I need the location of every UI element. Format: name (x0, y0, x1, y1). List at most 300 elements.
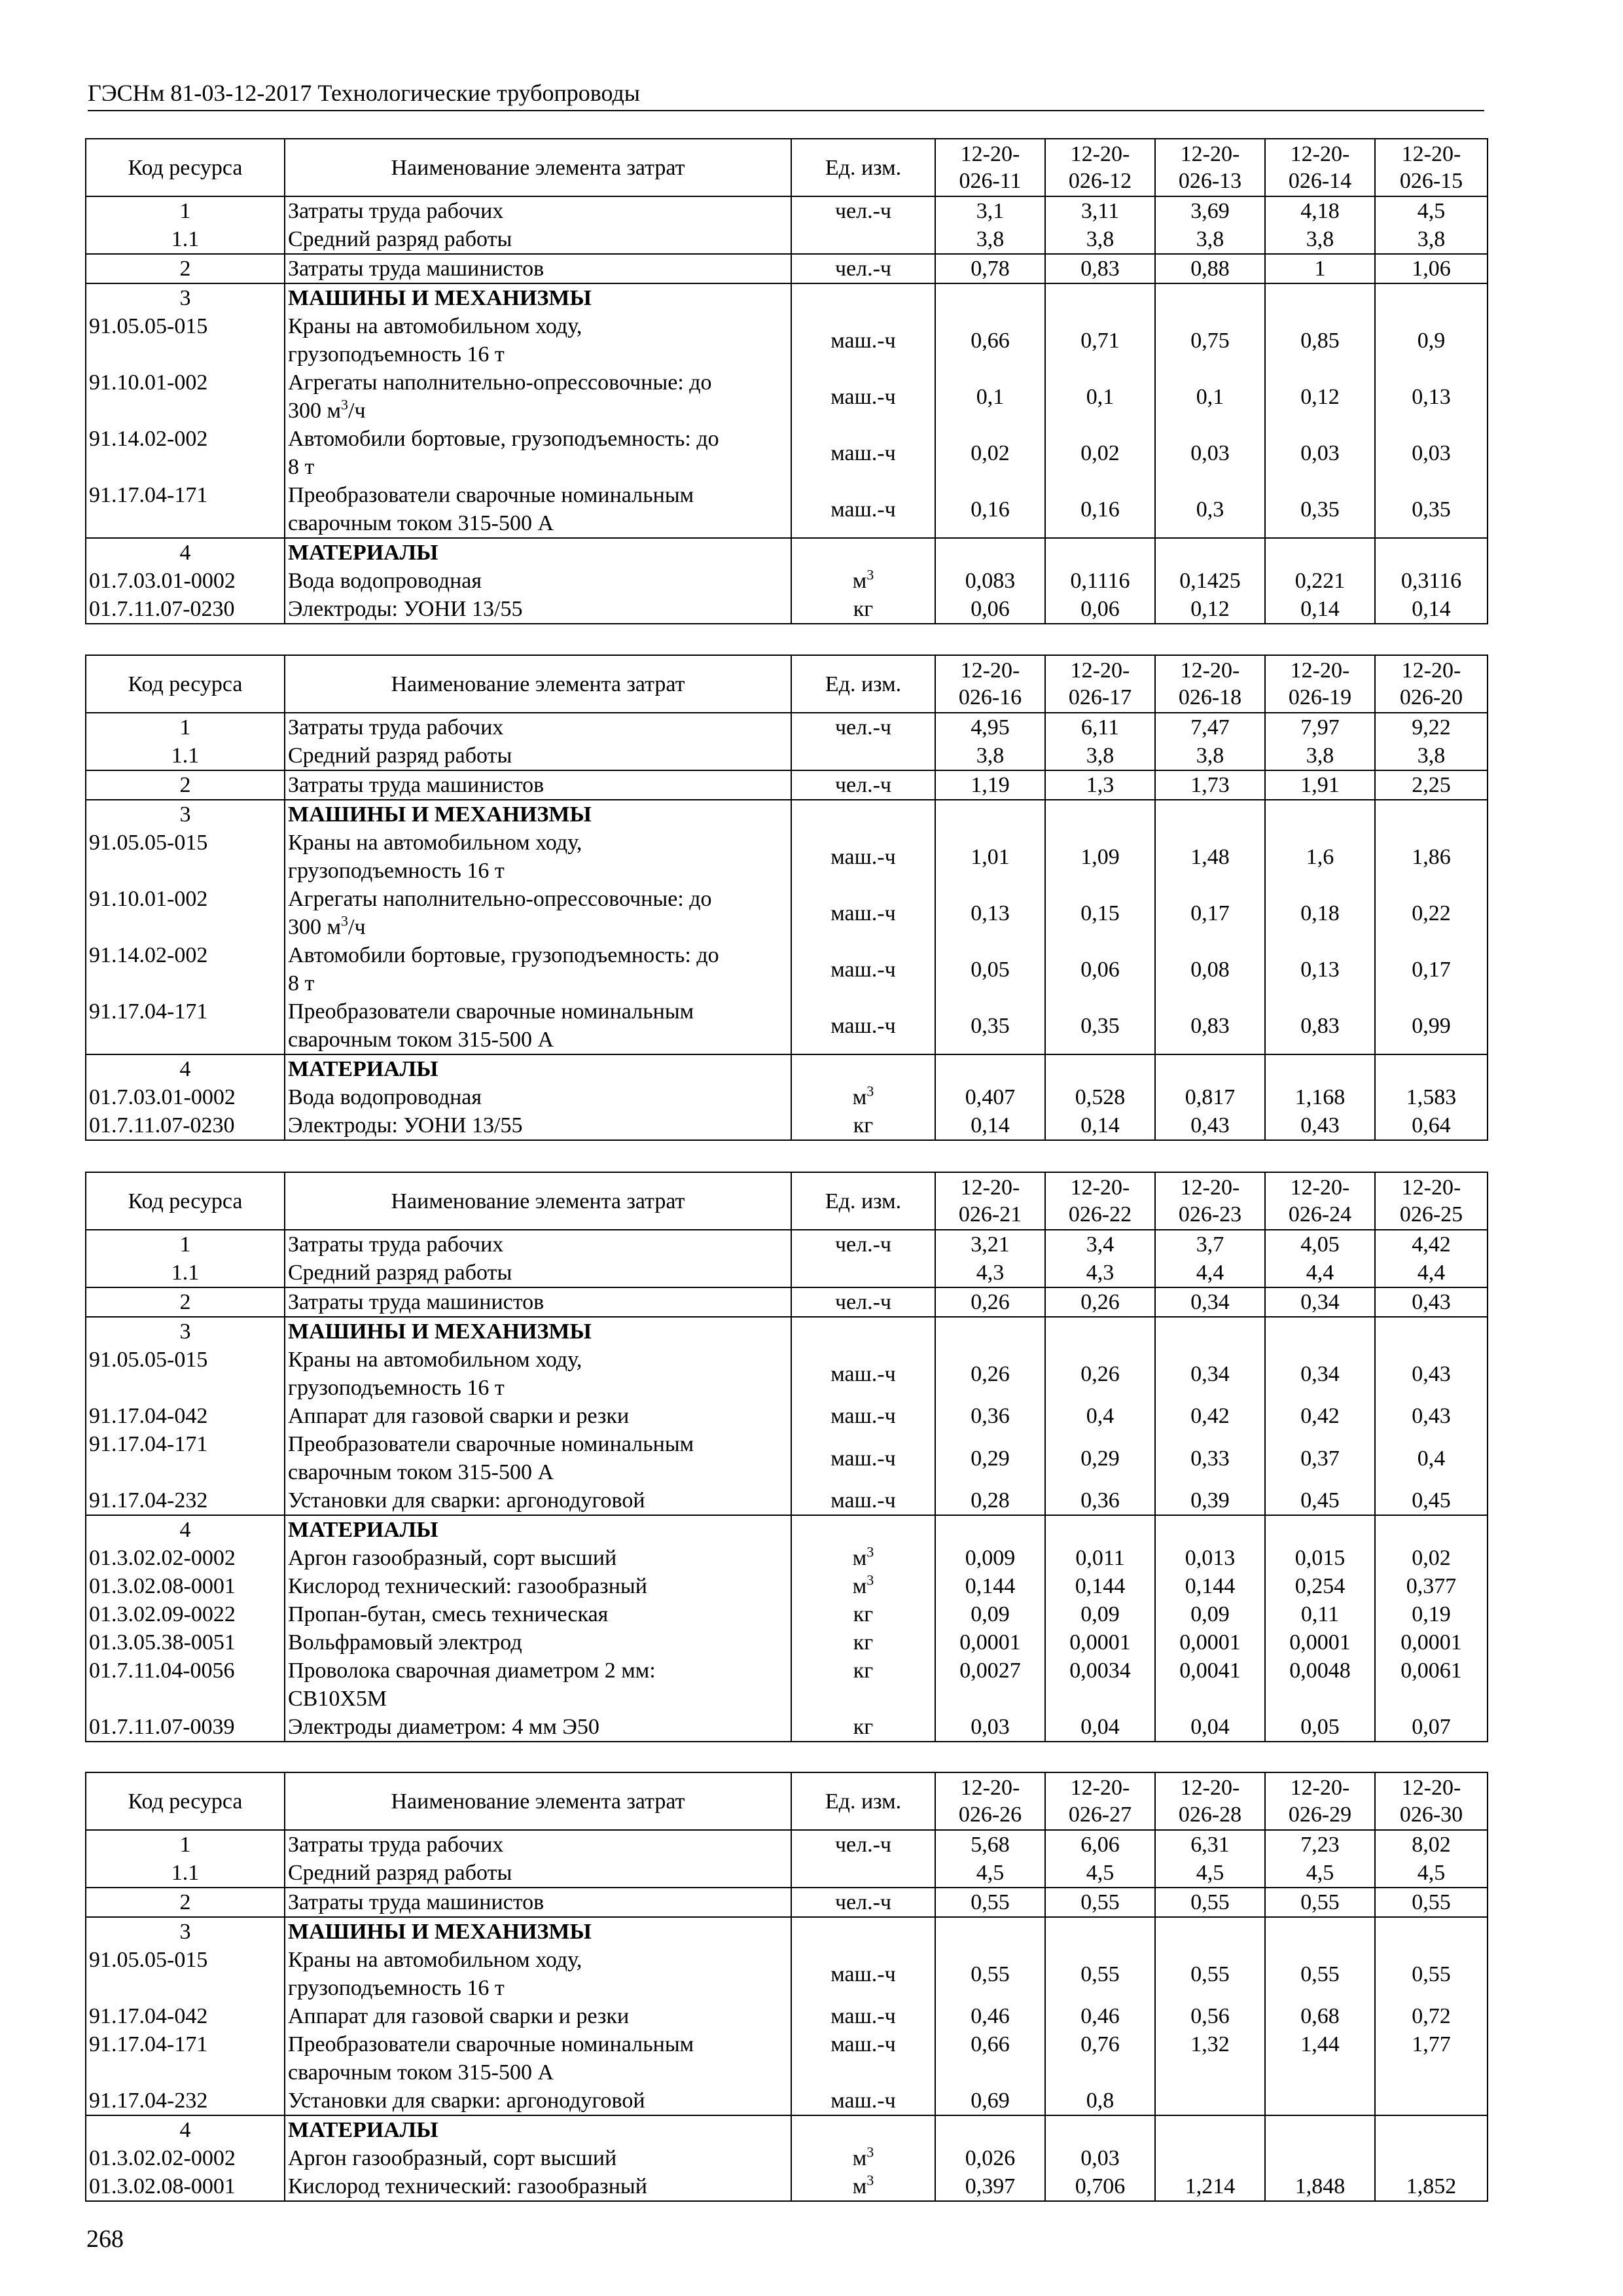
unit-cell: маш.-ч (791, 2030, 935, 2087)
unit-cell: маш.-ч (791, 2002, 935, 2030)
norm-code-header: 12-20- 026-30 (1375, 1772, 1488, 1830)
element-name-cell: Агрегаты наполнительно-опрессовочные: до 300 $м^3/ч$ (285, 885, 791, 941)
value-cell (1155, 538, 1265, 567)
value-cell: 5,68 (935, 1830, 1045, 1859)
value-cell: 0,09 (935, 1600, 1045, 1628)
value-cell: 4,18 (1265, 196, 1375, 225)
value-cell: 0,83 (1265, 997, 1375, 1054)
value-cell: 0,4 (1375, 1430, 1488, 1486)
value-cell: 0,66 (935, 312, 1045, 368)
table-row (86, 829, 1488, 885)
value-cell: 0,011 (1045, 1544, 1155, 1572)
resource-code-cell: 91.17.04-042 (86, 1402, 285, 1430)
name-column-header: Наименование элемента затрат (285, 655, 791, 713)
table-row (86, 1430, 1488, 1486)
resource-code-cell: 91.17.04-232 (86, 2087, 285, 2115)
value-cell: 0,009 (935, 1544, 1045, 1572)
value-cell: 0,06 (935, 595, 1045, 624)
resource-code-cell: 4 (86, 538, 285, 567)
value-cell: 0,78 (935, 254, 1045, 283)
value-cell: 0,55 (1045, 1946, 1155, 2002)
value-cell: 0,0001 (1045, 1628, 1155, 1657)
value-cell: 0,71 (1045, 312, 1155, 368)
value-cell: 3,8 (935, 225, 1045, 254)
value-cell: 0,407 (935, 1083, 1045, 1111)
value-cell (1045, 1515, 1155, 1544)
value-cell: 0,1425 (1155, 567, 1265, 595)
value-cell: 4,3 (1045, 1259, 1155, 1287)
value-cell (1155, 2115, 1265, 2144)
table-header-row (86, 1772, 1488, 1830)
value-cell: 6,31 (1155, 1830, 1265, 1859)
value-cell: 3,1 (935, 196, 1045, 225)
unit-column-header: Ед. изм. (791, 655, 935, 713)
value-cell: 0,05 (1265, 1713, 1375, 1742)
element-name-cell: Затраты труда машинистов (285, 254, 791, 283)
value-cell (1045, 538, 1155, 567)
value-cell: 0,4 (1045, 1402, 1155, 1430)
value-cell: 4,4 (1155, 1259, 1265, 1287)
value-cell: 0,43 (1155, 1111, 1265, 1140)
table-row (86, 312, 1488, 368)
value-cell: 0,15 (1045, 885, 1155, 941)
value-cell: 0,56 (1155, 2002, 1265, 2030)
table-row (86, 1544, 1488, 1572)
value-cell: 0,17 (1155, 885, 1265, 941)
value-cell: 0,19 (1375, 1600, 1488, 1628)
value-cell: 0,35 (1375, 481, 1488, 538)
norm-table (85, 655, 1488, 1141)
code-column-header: Код ресурса (86, 1772, 285, 1830)
table-row (86, 2087, 1488, 2115)
value-cell: 7,47 (1155, 713, 1265, 742)
value-cell: 3,21 (935, 1230, 1045, 1259)
value-cell (1155, 2144, 1265, 2172)
value-cell: 3,8 (1265, 225, 1375, 254)
value-cell: 0,1116 (1045, 567, 1155, 595)
table-row (86, 2172, 1488, 2201)
value-cell (1265, 800, 1375, 829)
value-cell: 0,99 (1375, 997, 1488, 1054)
resource-code-cell: 1.1 (86, 1859, 285, 1888)
norm-code-header: 12-20- 026-29 (1265, 1772, 1375, 1830)
value-cell: 0,55 (1265, 1946, 1375, 2002)
section-title-cell: МАШИНЫ И МЕХАНИЗМЫ (285, 800, 791, 829)
value-cell (1375, 2144, 1488, 2172)
resource-code-cell: 01.7.11.07-0230 (86, 1111, 285, 1140)
unit-cell (791, 1317, 935, 1346)
resource-code-cell: 01.3.02.02-0002 (86, 2144, 285, 2172)
element-name-cell: Средний разряд работы (285, 1859, 791, 1888)
value-cell: 0,35 (1045, 997, 1155, 1054)
value-cell: 6,11 (1045, 713, 1155, 742)
value-cell (1375, 1054, 1488, 1083)
value-cell (1265, 1917, 1375, 1946)
norm-code-header: 12-20- 026-14 (1265, 139, 1375, 196)
resource-code-cell: 1.1 (86, 742, 285, 770)
value-cell: 0,26 (1045, 1287, 1155, 1317)
unit-cell: маш.-ч (791, 1486, 935, 1515)
value-cell: 0,1 (935, 368, 1045, 425)
resource-code-cell: 01.3.02.08-0001 (86, 2172, 285, 2201)
element-name-cell: Средний разряд работы (285, 225, 791, 254)
value-cell (1045, 800, 1155, 829)
value-cell: 0,43 (1375, 1402, 1488, 1430)
value-cell: 0,46 (935, 2002, 1045, 2030)
norm-code-header: 12-20- 026-12 (1045, 139, 1155, 196)
table-row (86, 1346, 1488, 1402)
value-cell: 0,03 (1045, 2144, 1155, 2172)
unit-cell: $м^3$ (791, 1083, 935, 1111)
norm-code-header: 12-20- 026-23 (1155, 1172, 1265, 1230)
value-cell: 0,377 (1375, 1572, 1488, 1600)
value-cell: 4,05 (1265, 1230, 1375, 1259)
norm-code-header: 12-20- 026-17 (1045, 655, 1155, 713)
unit-cell: чел.-ч (791, 713, 935, 742)
value-cell: 0,03 (1265, 425, 1375, 481)
unit-cell (791, 538, 935, 567)
value-cell: 4,5 (1045, 1859, 1155, 1888)
resource-code-cell: 1 (86, 196, 285, 225)
unit-cell (791, 1259, 935, 1287)
resource-code-cell: 91.17.04-171 (86, 2030, 285, 2087)
resource-code-cell: 4 (86, 1054, 285, 1083)
element-name-cell: Кислород технический: газообразный (285, 2172, 791, 2201)
value-cell: 0,43 (1265, 1111, 1375, 1140)
value-cell: 1,6 (1265, 829, 1375, 885)
value-cell: 0,254 (1265, 1572, 1375, 1600)
value-cell: 4,5 (935, 1859, 1045, 1888)
resource-code-cell: 2 (86, 254, 285, 283)
value-cell: 0,05 (935, 941, 1045, 997)
unit-column-header: Ед. изм. (791, 1772, 935, 1830)
resource-code-cell: 3 (86, 283, 285, 312)
value-cell: 0,68 (1265, 2002, 1375, 2030)
value-cell: 0,07 (1375, 1713, 1488, 1742)
value-cell: 0,42 (1265, 1402, 1375, 1430)
resource-code-cell: 91.17.04-171 (86, 1430, 285, 1486)
value-cell: 0,706 (1045, 2172, 1155, 2201)
value-cell (1045, 1317, 1155, 1346)
value-cell (1375, 538, 1488, 567)
value-cell: 0,144 (935, 1572, 1045, 1600)
norm-code-header: 12-20- 026-28 (1155, 1772, 1265, 1830)
resource-code-cell: 3 (86, 1917, 285, 1946)
section-title-cell: МАШИНЫ И МЕХАНИЗМЫ (285, 283, 791, 312)
value-cell: 0,55 (1155, 1888, 1265, 1917)
element-name-cell: Вода водопроводная (285, 1083, 791, 1111)
value-cell: 0,09 (1155, 1600, 1265, 1628)
value-cell: 3,11 (1045, 196, 1155, 225)
table-row (86, 941, 1488, 997)
norm-code-header: 12-20- 026-16 (935, 655, 1045, 713)
unit-cell: чел.-ч (791, 770, 935, 800)
value-cell: 1,44 (1265, 2030, 1375, 2087)
value-cell: 0,46 (1045, 2002, 1155, 2030)
unit-cell (791, 2115, 935, 2144)
table-row (86, 885, 1488, 941)
value-cell: 0,34 (1265, 1287, 1375, 1317)
value-cell (1155, 800, 1265, 829)
element-name-cell: Вольфрамовый электрод (285, 1628, 791, 1657)
table-header-row (86, 655, 1488, 713)
element-name-cell: Аппарат для газовой сварки и резки (285, 1402, 791, 1430)
value-cell: 0,35 (1265, 481, 1375, 538)
value-cell: 3,8 (1155, 742, 1265, 770)
section-title-cell: МАТЕРИАЛЫ (285, 1515, 791, 1544)
value-cell (1045, 1054, 1155, 1083)
value-cell: 0,55 (1265, 1888, 1375, 1917)
table-row (86, 1859, 1488, 1888)
value-cell: 0,0034 (1045, 1657, 1155, 1713)
value-cell: 0,16 (935, 481, 1045, 538)
value-cell: 0,02 (935, 425, 1045, 481)
unit-cell: кг (791, 1628, 935, 1657)
unit-cell (791, 1917, 935, 1946)
value-cell: 3,8 (1045, 225, 1155, 254)
value-cell (935, 1917, 1045, 1946)
value-cell: 0,013 (1155, 1544, 1265, 1572)
value-cell: 0,528 (1045, 1083, 1155, 1111)
value-cell: 0,12 (1265, 368, 1375, 425)
value-cell: 0,8 (1045, 2087, 1155, 2115)
value-cell: 0,55 (1375, 1946, 1488, 2002)
resource-code-cell: 4 (86, 1515, 285, 1544)
resource-code-cell: 01.3.05.38-0051 (86, 1628, 285, 1657)
value-cell: 0,817 (1155, 1083, 1265, 1111)
value-cell: 0,02 (1375, 1544, 1488, 1572)
value-cell: 0,12 (1155, 595, 1265, 624)
value-cell (1375, 1515, 1488, 1544)
value-cell: 0,11 (1265, 1600, 1375, 1628)
resource-code-cell: 4 (86, 2115, 285, 2144)
value-cell: 0,9 (1375, 312, 1488, 368)
value-cell: 0,3116 (1375, 567, 1488, 595)
resource-code-cell: 2 (86, 1888, 285, 1917)
value-cell: 0,015 (1265, 1544, 1375, 1572)
unit-cell (791, 1054, 935, 1083)
value-cell: 0,17 (1375, 941, 1488, 997)
table-row (86, 742, 1488, 770)
value-cell: 0,45 (1265, 1486, 1375, 1515)
value-cell: 0,72 (1375, 2002, 1488, 2030)
value-cell: 2,25 (1375, 770, 1488, 800)
value-cell: 1,77 (1375, 2030, 1488, 2087)
value-cell: 0,0041 (1155, 1657, 1265, 1713)
value-cell: 0,03 (935, 1713, 1045, 1742)
value-cell: 0,22 (1375, 885, 1488, 941)
value-cell: 1,852 (1375, 2172, 1488, 2201)
unit-cell: кг (791, 595, 935, 624)
value-cell: 0,08 (1155, 941, 1265, 997)
page-number: 268 (86, 2225, 124, 2253)
value-cell: 0,28 (935, 1486, 1045, 1515)
value-cell: 0,02 (1045, 425, 1155, 481)
resource-code-cell: 91.10.01-002 (86, 368, 285, 425)
value-cell: 3,4 (1045, 1230, 1155, 1259)
value-cell: 0,18 (1265, 885, 1375, 941)
value-cell: 1,91 (1265, 770, 1375, 800)
value-cell: 4,3 (935, 1259, 1045, 1287)
table-row (86, 2030, 1488, 2087)
resource-code-cell: 01.3.02.08-0001 (86, 1572, 285, 1600)
value-cell: 0,29 (1045, 1430, 1155, 1486)
unit-cell: маш.-ч (791, 1946, 935, 2002)
resource-code-cell: 91.14.02-002 (86, 425, 285, 481)
resource-code-cell: 91.17.04-171 (86, 481, 285, 538)
value-cell: 0,3 (1155, 481, 1265, 538)
value-cell: 0,76 (1045, 2030, 1155, 2087)
table-row (86, 770, 1488, 800)
table-row (86, 225, 1488, 254)
value-cell: 0,083 (935, 567, 1045, 595)
value-cell: 0,64 (1375, 1111, 1488, 1140)
value-cell: 0,1 (1045, 368, 1155, 425)
table-row (86, 1572, 1488, 1600)
resource-code-cell: 91.17.04-171 (86, 997, 285, 1054)
table-row (86, 1230, 1488, 1259)
resource-code-cell: 91.17.04-042 (86, 2002, 285, 2030)
value-cell: 3,8 (1265, 742, 1375, 770)
section-row (86, 1515, 1488, 1544)
value-cell: 0,36 (935, 1402, 1045, 1430)
table-row (86, 1486, 1488, 1515)
value-cell: 1,848 (1265, 2172, 1375, 2201)
value-cell (1265, 2144, 1375, 2172)
value-cell: 0,55 (1155, 1946, 1265, 2002)
unit-cell: кг (791, 1600, 935, 1628)
value-cell: 1,32 (1155, 2030, 1265, 2087)
value-cell: 0,0001 (1375, 1628, 1488, 1657)
element-name-cell: Затраты труда рабочих (285, 196, 791, 225)
value-cell: 0,03 (1375, 425, 1488, 481)
value-cell: 3,8 (1375, 225, 1488, 254)
norm-table (85, 1772, 1488, 2202)
resource-code-cell: 91.05.05-015 (86, 829, 285, 885)
unit-cell: $м^3$ (791, 567, 935, 595)
value-cell: 0,43 (1375, 1346, 1488, 1402)
resource-code-cell: 91.05.05-015 (86, 1946, 285, 2002)
value-cell: 0,09 (1045, 1600, 1155, 1628)
value-cell: 0,26 (935, 1287, 1045, 1317)
value-cell: 0,14 (935, 1111, 1045, 1140)
unit-cell (791, 225, 935, 254)
value-cell: 0,43 (1375, 1287, 1488, 1317)
unit-cell: чел.-ч (791, 196, 935, 225)
value-cell: 4,5 (1155, 1859, 1265, 1888)
norm-code-header: 12-20- 026-18 (1155, 655, 1265, 713)
resource-code-cell: 91.17.04-232 (86, 1486, 285, 1515)
unit-cell: маш.-ч (791, 1402, 935, 1430)
value-cell: 0,37 (1265, 1430, 1375, 1486)
unit-cell: маш.-ч (791, 829, 935, 885)
element-name-cell: Установки для сварки: аргонодуговой (285, 2087, 791, 2115)
element-name-cell: Средний разряд работы (285, 742, 791, 770)
value-cell: 0,33 (1155, 1430, 1265, 1486)
section-title-cell: МАШИНЫ И МЕХАНИЗМЫ (285, 1317, 791, 1346)
value-cell: 1,73 (1155, 770, 1265, 800)
value-cell (1375, 2087, 1488, 2115)
value-cell: 3,8 (935, 742, 1045, 770)
table-header-row (86, 1172, 1488, 1230)
element-name-cell: Пропан-бутан, смесь техническая (285, 1600, 791, 1628)
value-cell: 0,34 (1265, 1346, 1375, 1402)
value-cell: 0,397 (935, 2172, 1045, 2201)
table-header-row (86, 139, 1488, 196)
norm-code-header: 12-20- 026-26 (935, 1772, 1045, 1830)
element-name-cell: Вода водопроводная (285, 567, 791, 595)
unit-cell: $м^3$ (791, 2172, 935, 2201)
section-title-cell: МАТЕРИАЛЫ (285, 538, 791, 567)
element-name-cell: Краны на автомобильном ходу, грузоподъемность 16 т (285, 1346, 791, 1402)
value-cell: 8,02 (1375, 1830, 1488, 1859)
table-row (86, 1600, 1488, 1628)
value-cell: 1,583 (1375, 1083, 1488, 1111)
value-cell: 9,22 (1375, 713, 1488, 742)
value-cell: 0,0001 (1155, 1628, 1265, 1657)
table-row (86, 1628, 1488, 1657)
value-cell: 0,42 (1155, 1402, 1265, 1430)
element-name-cell: Средний разряд работы (285, 1259, 791, 1287)
unit-column-header: Ед. изм. (791, 139, 935, 196)
element-name-cell: Автомобили бортовые, грузоподъемность: до 8 т (285, 941, 791, 997)
norm-code-header: 12-20- 026-15 (1375, 139, 1488, 196)
value-cell: 1,168 (1265, 1083, 1375, 1111)
unit-cell: маш.-ч (791, 997, 935, 1054)
value-cell: 1,01 (935, 829, 1045, 885)
value-cell (1265, 538, 1375, 567)
value-cell: 4,5 (1265, 1859, 1375, 1888)
norm-code-header: 12-20- 026-27 (1045, 1772, 1155, 1830)
element-name-cell: Электроды: УОНИ 13/55 (285, 595, 791, 624)
value-cell (1265, 283, 1375, 312)
resource-code-cell: 1 (86, 1830, 285, 1859)
unit-cell: чел.-ч (791, 1888, 935, 1917)
value-cell: 0,13 (935, 885, 1045, 941)
element-name-cell: Краны на автомобильном ходу, грузоподъемность 16 т (285, 829, 791, 885)
value-cell: 0,88 (1155, 254, 1265, 283)
norm-code-header: 12-20- 026-22 (1045, 1172, 1155, 1230)
value-cell (1375, 1917, 1488, 1946)
section-title-cell: МАТЕРИАЛЫ (285, 2115, 791, 2144)
value-cell: 3,8 (1045, 742, 1155, 770)
value-cell (935, 283, 1045, 312)
element-name-cell: Кислород технический: газообразный (285, 1572, 791, 1600)
resource-code-cell: 91.05.05-015 (86, 1346, 285, 1402)
value-cell: 0,66 (935, 2030, 1045, 2087)
resource-code-cell: 01.3.02.02-0002 (86, 1544, 285, 1572)
resource-code-cell: 1.1 (86, 225, 285, 254)
table-row (86, 2144, 1488, 2172)
table-row (86, 567, 1488, 595)
table-row (86, 1083, 1488, 1111)
norm-code-header: 12-20- 026-25 (1375, 1172, 1488, 1230)
section-row (86, 538, 1488, 567)
value-cell: 0,55 (1045, 1888, 1155, 1917)
table-row (86, 196, 1488, 225)
value-cell: 7,97 (1265, 713, 1375, 742)
value-cell (1375, 283, 1488, 312)
resource-code-cell: 01.3.02.09-0022 (86, 1600, 285, 1628)
value-cell (935, 538, 1045, 567)
value-cell: 1 (1265, 254, 1375, 283)
unit-cell (791, 1515, 935, 1544)
unit-cell: чел.-ч (791, 1287, 935, 1317)
value-cell: 0,0048 (1265, 1657, 1375, 1713)
unit-cell (791, 283, 935, 312)
value-cell: 0,0001 (1265, 1628, 1375, 1657)
resource-code-cell: 01.7.11.07-0230 (86, 595, 285, 624)
